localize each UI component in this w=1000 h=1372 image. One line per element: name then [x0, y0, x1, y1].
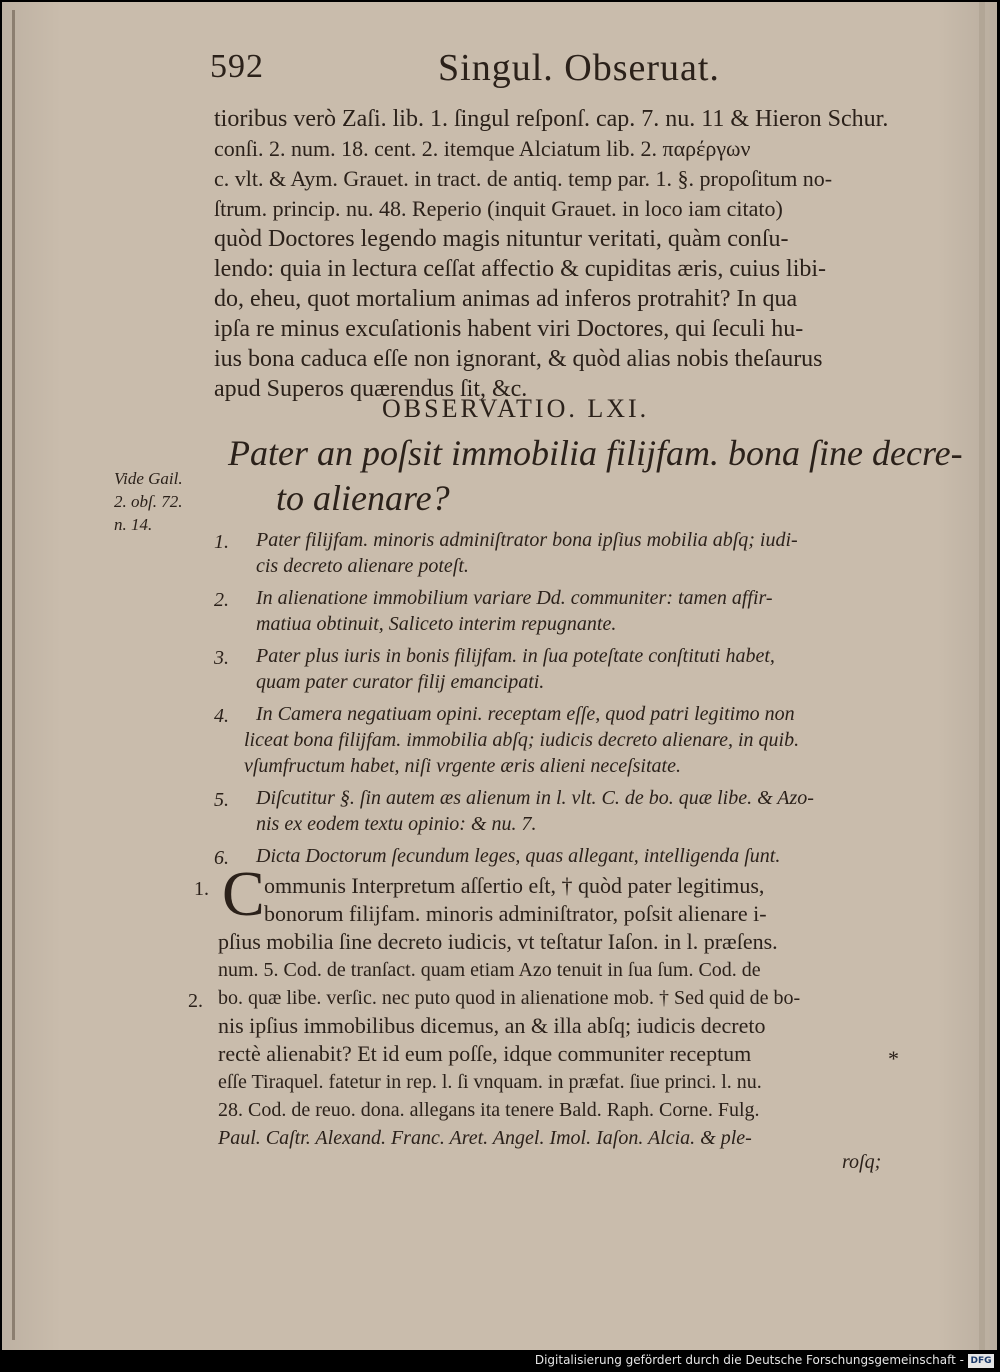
- drop-capital: C: [222, 858, 265, 929]
- main-text-line: 28. Cod. de reuo. dona. allegans ita tenere Bald. Raph. Corne. Fulg.: [218, 1099, 760, 1121]
- summary-line: Pater plus iuris in bonis filijfam. in ſua poteſtate conſtituti habet,: [256, 645, 775, 667]
- summary-number: 4.: [214, 705, 229, 727]
- margin-note-line: 2. obſ. 72.: [114, 492, 183, 511]
- summary-number: 3.: [214, 647, 229, 669]
- summary-line: Diſcutitur §. ſin autem æs alienum in l. vlt. C. de bo. quæ libe. & Azo-: [256, 787, 814, 809]
- dfg-logo: DFG: [968, 1354, 994, 1368]
- main-text-line: num. 5. Cod. de tranſact. quam etiam Azo tenuit in ſua ſum. Cod. de: [218, 959, 761, 981]
- marginal-number: 2.: [188, 990, 203, 1012]
- page-right-edge: [979, 2, 985, 1350]
- footer-bar: [0, 1350, 1000, 1372]
- observatio-title-line-1: Pater an poſsit immobilia filijfam. bona ſine decre-: [228, 433, 963, 473]
- text-line: quòd Doctores legendo magis nituntur veritati, quàm conſu-: [214, 226, 789, 252]
- observatio-title-line-2: to alienare?: [276, 478, 450, 518]
- page-number: 592: [210, 48, 264, 85]
- summary-line: vſumfructum habet, niſi vrgente æris alieni neceſsitate.: [244, 755, 681, 777]
- footer-credit: Digitalisierung gefördert durch die Deutsche Forschungsgemeinschaft -: [534, 1353, 964, 1367]
- summary-line: In Camera negatiuam opini. receptam eſſe, quod patri legitimo non: [256, 703, 795, 725]
- margin-note: [114, 467, 183, 536]
- summary-number: 2.: [214, 589, 229, 611]
- text-line: ipſa re minus excuſationis habent viri Doctores, qui ſeculi hu-: [214, 316, 804, 342]
- summary-line: matiua obtinuit, Saliceto interim repugnante.: [256, 613, 617, 635]
- summary-number: 1.: [214, 531, 229, 553]
- margin-note-line: n. 14.: [114, 515, 153, 534]
- text-line: ius bona caduca eſſe non ignorant, & quòd alias nobis theſaurus: [214, 346, 823, 372]
- summary-line: quam pater curator filij emancipati.: [256, 671, 545, 693]
- text-line: lendo: quia in lectura ceſſat affectio & cupiditas æris, cuius libi-: [214, 256, 827, 282]
- asterisk-mark: *: [888, 1046, 899, 1071]
- scanned-page: [2, 2, 997, 1350]
- main-text-line: nis ipſius immobilibus dicemus, an & illa abſq; iudicis decreto: [218, 1013, 766, 1038]
- text-line: tioribus verò Zaſi. lib. 1. ſingul reſponſ. cap. 7. nu. 11 & Hieron Schur.: [214, 106, 889, 132]
- text-line: c. vlt. & Aym. Grauet. in tract. de antiq. temp par. 1. §. propoſitum no-: [214, 166, 833, 191]
- summary-line: In alienatione immobilium variare Dd. communiter: tamen affir-: [256, 587, 773, 609]
- main-text-line: rectè alienabit? Et id eum poſſe, idque communiter receptum: [218, 1041, 752, 1066]
- main-text-line: ommunis Interpretum aſſertio eſt, † quòd pater legitimus,: [264, 873, 765, 898]
- marginal-number: 1.: [194, 878, 209, 900]
- summary-line: Dicta Doctorum ſecundum leges, quas allegant, intelligenda ſunt.: [256, 845, 781, 867]
- main-text-line: Paul. Caſtr. Alexand. Franc. Aret. Angel. Imol. Iaſon. Alcia. & ple-: [218, 1127, 752, 1149]
- main-text-line: bonorum filijfam. minoris adminiſtrator, poſsit alienare i-: [264, 901, 767, 926]
- text-line: conſi. 2. num. 18. cent. 2. itemque Alciatum lib. 2. παρέργων: [214, 136, 751, 161]
- summary-number: 6.: [214, 847, 229, 869]
- text-line: do, eheu, quot mortalium animas ad inferos protrahit? In qua: [214, 286, 798, 312]
- summary-number: 5.: [214, 789, 229, 811]
- margin-note-line: Vide Gail.: [114, 469, 183, 488]
- summary-line: liceat bona filijfam. immobilia abſq; iudicis decreto alienare, in quib.: [244, 729, 800, 751]
- catchword: roſq;: [842, 1151, 882, 1173]
- running-head: Singul. Obseruat.: [438, 47, 720, 89]
- summary-line: cis decreto alienare poteſt.: [256, 555, 469, 577]
- text-line: apud Superos quærendus ſit, &c.: [214, 376, 528, 402]
- summary-line: nis ex eodem textu opinio: & nu. 7.: [256, 813, 537, 835]
- observatio-heading: OBSERVATIO. LXI.: [382, 394, 650, 423]
- page-gutter-edge: [12, 10, 15, 1340]
- main-text-line: pſius mobilia ſine decreto iudicis, vt teſtatur Iaſon. in l. præſens.: [218, 929, 778, 954]
- summary-line: Pater filijfam. minoris adminiſtrator bona ipſius mobilia abſq; iudi-: [256, 529, 798, 551]
- main-text-line: eſſe Tiraquel. fatetur in rep. l. ſi vnquam. in præfat. ſiue princi. l. nu.: [218, 1071, 762, 1093]
- page-header: [210, 48, 900, 100]
- text-line: ſtrum. princip. nu. 48. Reperio (inquit Grauet. in loco iam citato): [214, 196, 783, 221]
- main-text-line: bo. quæ libe. verſic. nec puto quod in alienatione mob. † Sed quid de bo-: [218, 987, 801, 1009]
